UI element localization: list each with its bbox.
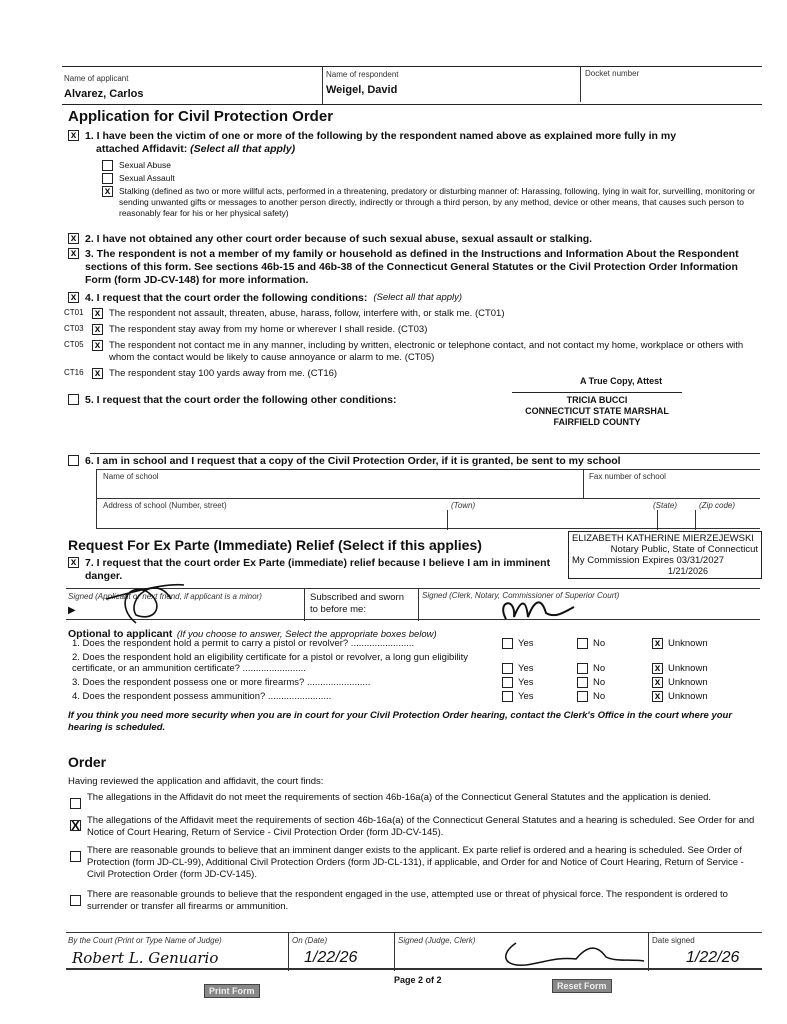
conditions-list [64, 308, 754, 380]
court-divider [288, 933, 289, 971]
judge-signature [496, 939, 646, 969]
state-label: (State) [653, 501, 678, 510]
fax-label: Fax number of school [589, 472, 666, 481]
order-findings [70, 792, 760, 913]
ct03-checkbox[interactable]: x [92, 324, 103, 335]
firearm-questions [72, 638, 762, 705]
no-label: No [593, 677, 606, 688]
order-intro: Having reviewed the application and affidavit, the court finds: [68, 776, 324, 787]
answer-no [577, 638, 652, 649]
condition-ct03 [64, 324, 754, 336]
item-3-checkbox[interactable]: x [68, 248, 79, 259]
finding-hearing [70, 815, 760, 839]
sexual-assault-label: Sexual Assault [119, 173, 175, 183]
item-7-checkbox[interactable]: x [68, 557, 79, 568]
item-2 [68, 233, 758, 246]
true-copy-stamp: A True Copy, Attest [580, 376, 663, 386]
ct01-checkbox[interactable]: x [92, 308, 103, 319]
firearm-question [72, 691, 762, 702]
item-6-rule [90, 453, 760, 454]
stamp-rule [512, 392, 682, 393]
yes-label: Yes [518, 663, 534, 674]
answer-yes [502, 663, 577, 674]
no-label: No [593, 638, 606, 649]
finding-denied-checkbox[interactable] [70, 798, 81, 809]
address-label: Address of school (Number, street) [103, 501, 227, 510]
item-6-checkbox[interactable] [68, 455, 79, 466]
optional-heading-text: Optional to applicant [68, 628, 173, 640]
school-table-divider [447, 510, 448, 530]
school-table-divider [97, 498, 760, 499]
item-1-text2: attached Affidavit: [96, 143, 188, 155]
item-1-checkbox[interactable]: x [68, 130, 79, 141]
firearm-question [72, 638, 762, 649]
yes-checkbox[interactable] [502, 691, 513, 702]
yes-checkbox[interactable] [502, 677, 513, 688]
ct16-checkbox[interactable]: x [92, 368, 103, 379]
header-divider [580, 66, 581, 102]
signature-divider [304, 589, 305, 621]
judge-label: By the Court (Print or Type Name of Judge) [68, 936, 222, 945]
order-heading: Order [68, 754, 107, 770]
item-4-text: 4. I request that the court order the following conditions: [85, 292, 368, 304]
no-checkbox[interactable] [577, 638, 588, 649]
answer-unknown [652, 691, 727, 702]
finding-ex-parte [70, 845, 760, 881]
marshal-name: TRICIA BUCCI [566, 395, 628, 405]
item-5-checkbox[interactable] [68, 394, 79, 405]
notary-date: 1/21/2026 [668, 566, 709, 576]
firearm-question [72, 652, 762, 674]
page-title: Application for Civil Protection Order [68, 108, 334, 125]
yes-label: Yes [518, 638, 534, 649]
condition-label: The respondent stay away from my home or wherever I shall reside. (CT03) [109, 324, 428, 335]
yes-label: Yes [518, 677, 534, 688]
item-5-text: 5. I request that the court order the following other conditions: [85, 394, 397, 406]
item-4-hint: (Select all that apply) [373, 292, 463, 303]
item-4 [68, 292, 758, 305]
marshal-stamp [512, 392, 682, 428]
unknown-label: Unknown [668, 663, 708, 674]
condition-code: CT16 [64, 368, 84, 377]
applicant-signed-label: Signed (Applicant or next friend, if applicant is a minor) [68, 592, 262, 601]
applicant-name: Alvarez, Carlos [64, 88, 144, 100]
yes-checkbox[interactable] [502, 663, 513, 674]
date-signed: 1/22/26 [686, 949, 740, 966]
yes-label: Yes [518, 691, 534, 702]
school-name-label: Name of school [103, 472, 159, 481]
answer-yes [502, 677, 577, 688]
ct05-checkbox[interactable]: x [92, 340, 103, 351]
reset-form-button[interactable]: Reset Form [552, 979, 612, 993]
top-rule [62, 66, 762, 67]
condition-code: CT01 [64, 308, 84, 317]
sexual-abuse-checkbox[interactable] [102, 160, 113, 171]
condition-label: The respondent not contact me in any manner, including by written, electronic or telephone contact, and not contact my home, workplace or others with whom the contact would be likely to cause annoyance or alarm to me. (CT05) [109, 340, 744, 363]
item-2-checkbox[interactable]: x [68, 233, 79, 244]
finding-text: The allegations in the Affidavit do not meet the requirements of section 46b-16a(a) of the Connecticut General Statutes and the application is denied. [87, 792, 712, 803]
on-date-label: On (Date) [292, 936, 328, 945]
question-text: 3. Does the respondent possess one or more firearms? ........................ [72, 677, 371, 688]
unknown-label: Unknown [668, 677, 708, 688]
court-divider [648, 933, 649, 971]
marshal-county: FAIRFIELD COUNTY [553, 417, 641, 427]
marshal-title: CONNECTICUT STATE MARSHAL [525, 406, 669, 416]
item-1-text: 1. I have been the victim of one or more of the following by the respondent named above as explained more fully in my [85, 130, 677, 142]
school-table-divider [695, 510, 696, 530]
question-text: 2. Does the respondent hold an eligibility certificate for a pistol or revolver, a long gun eligibility certificate, or an ammunition certificate? ........................ [72, 652, 469, 674]
school-table [96, 469, 760, 529]
no-checkbox[interactable] [577, 691, 588, 702]
sworn-label: Subscribed and sworn to before me: [310, 592, 404, 615]
item-3-text: 3. The respondent is not a member of my family or household as defined in the Instructions and Information About the Respondent sections of this form. See sections 46b-15 and 46b-38 of the Connecticut General Statutes or the Civil Protection Order Information Form (form JD-CV-148) for more information. [85, 248, 739, 286]
no-label: No [593, 663, 606, 674]
finding-denied [70, 792, 760, 809]
item-7-text: 7. I request that the court order Ex Parte (immediate) relief because I believe I am in imminent danger. [85, 557, 551, 582]
sexual-abuse-label: Sexual Abuse [119, 160, 171, 170]
security-note: If you think you need more security when you are in court for your Civil Protection Order hearing, contact the Clerk's Office in the court where your hearing is scheduled. [68, 710, 733, 733]
signature-row [66, 588, 760, 620]
item-4-checkbox[interactable]: x [68, 292, 79, 303]
condition-ct01 [64, 308, 754, 320]
answer-no [577, 663, 652, 674]
header-rule [62, 104, 762, 105]
condition-code: CT03 [64, 324, 84, 333]
sexual-assault-checkbox[interactable] [102, 173, 113, 184]
stalking-label: Stalking (defined as two or more willful acts, performed in a threatening, predatory or disturbing manner of: Harassing, following, lying in wait for, surveilling, monitoring or sending unwanted gifts or messages to another person directly, indirectly or through a third person, by any method, device or other means, that causes such person to reasonably fear for his or her physical safety) [119, 186, 755, 218]
unknown-checkbox[interactable]: x [652, 663, 663, 674]
notary-stamp [568, 531, 762, 579]
optional-hint: (If you choose to answer, Select the appropriate boxes below) [176, 629, 437, 640]
judge-name: Robert L. Genuario [72, 949, 219, 967]
answer-yes [502, 691, 577, 702]
arrow-icon: ▶ [68, 605, 76, 616]
zip-label: (Zip code) [699, 501, 736, 510]
finding-text: There are reasonable grounds to believe that an imminent danger exists to the applicant. Ex parte relief is ordered and a hearing is scheduled. See Order of Protection (form JD-CL-99), Additional Civil Protection Orders (form JD-CL-131), if applicable, and Order for and Notice of Court Hearing, Return of Service - Civil Protection Order (form JD-CV-145). [87, 845, 744, 880]
condition-code: CT05 [64, 340, 84, 349]
judge-signed-label: Signed (Judge, Clerk) [398, 936, 476, 945]
item-5 [68, 394, 397, 407]
no-checkbox[interactable] [577, 677, 588, 688]
finding-text: There are reasonable grounds to believe that the respondent engaged in the use, attempted use or threat of physical force. The respondent is ordered to surrender or transfer all firearms or ammunition. [87, 889, 728, 912]
notary-name: ELIZABETH KATHERINE MIERZEJEWSKI [572, 533, 754, 544]
no-label: No [593, 691, 606, 702]
court-divider [394, 933, 395, 971]
question-text: 4. Does the respondent possess ammunition? ........................ [72, 691, 332, 702]
condition-ct05 [64, 340, 754, 364]
answer-unknown [652, 677, 727, 688]
finding-hearing-checkbox[interactable]: X [71, 818, 80, 833]
finding-text: The allegations of the Affidavit meet the requirements of section 46b-16a(a) of the Connecticut General Statutes and a hearing is scheduled. See Order for and Notice of Court Hearing, Return of Service - Civil Protection Order (form JD-CV-145). [87, 815, 755, 838]
header-divider [322, 66, 323, 104]
firearm-question [72, 677, 762, 688]
respondent-label: Name of respondent [326, 70, 399, 79]
page-number: Page 2 of 2 [394, 975, 442, 985]
answer-no [577, 691, 652, 702]
stalking-checkbox[interactable]: x [102, 186, 113, 197]
order-date: 1/22/26 [304, 949, 358, 966]
signature-divider [418, 589, 419, 621]
unknown-label: Unknown [668, 691, 708, 702]
unknown-checkbox[interactable]: x [652, 677, 663, 688]
item-6 [68, 455, 621, 468]
notary-title: Notary Public, State of Connecticut [610, 544, 758, 555]
yes-checkbox[interactable] [502, 638, 513, 649]
town-label: (Town) [451, 501, 476, 510]
question-text: 1. Does the respondent hold a permit to carry a pistol or revolver? ........................ [72, 638, 415, 649]
date-signed-label: Date signed [652, 936, 695, 945]
docket-label: Docket number [585, 69, 640, 78]
condition-label: The respondent not assault, threaten, abuse, harass, follow, interfere with, or stalk me. (CT01) [109, 308, 505, 319]
finding-ex-parte-checkbox[interactable] [70, 851, 81, 862]
item-6-text: 6. I am in school and I request that a copy of the Civil Protection Order, if it is granted, be sent to my school [85, 455, 621, 467]
clerk-signature [486, 591, 576, 621]
answer-yes [502, 638, 577, 649]
unknown-checkbox[interactable]: x [652, 691, 663, 702]
ex-parte-heading: Request For Ex Parte (Immediate) Relief (Select if this applies) [68, 537, 482, 553]
notary-expires: My Commission Expires 03/31/2027 [572, 555, 725, 566]
item-1-hint: (Select all that apply) [190, 143, 296, 155]
clerk-signed-label: Signed (Clerk, Notary, Commissioner of Superior Court) [422, 591, 620, 600]
answer-no [577, 677, 652, 688]
unknown-label: Unknown [668, 638, 708, 649]
item-1 [68, 130, 758, 219]
respondent-name: Weigel, David [326, 84, 398, 96]
unknown-checkbox[interactable]: x [652, 638, 663, 649]
item-3 [68, 248, 758, 287]
print-form-button[interactable]: Print Form [204, 984, 260, 998]
condition-label: The respondent stay 100 yards away from me. (CT16) [109, 368, 338, 379]
applicant-label: Name of applicant [64, 74, 129, 83]
answer-unknown [652, 663, 727, 674]
applicant-signature [96, 563, 186, 627]
school-table-divider [583, 470, 584, 498]
school-table-divider [657, 510, 658, 530]
no-checkbox[interactable] [577, 663, 588, 674]
finding-firearms-checkbox[interactable] [70, 895, 81, 906]
item-2-text: 2. I have not obtained any other court order because of such sexual abuse, sexual assault or stalking. [85, 233, 593, 245]
finding-firearms [70, 889, 760, 913]
answer-unknown [652, 638, 727, 649]
court-signature-row [66, 932, 762, 970]
